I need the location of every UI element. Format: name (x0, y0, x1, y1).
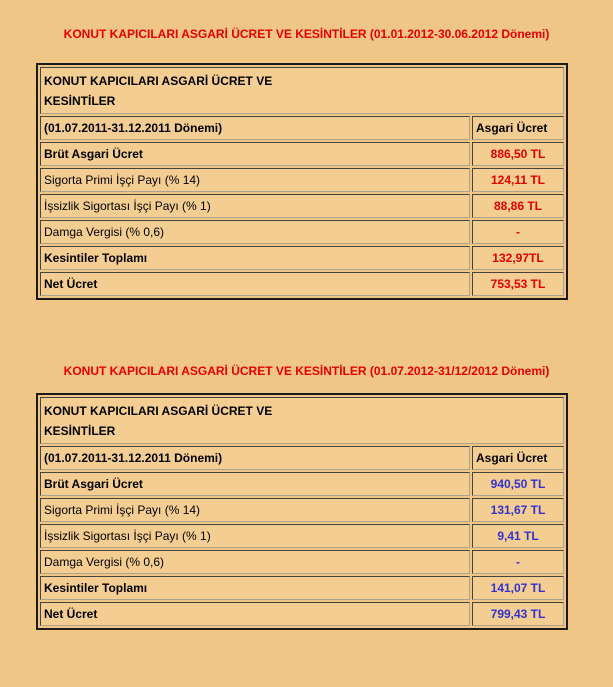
period-row (40, 446, 564, 470)
row-label-unemployment-insurance: İşsizlik Sigortası İşçi Payı (% 1) (40, 194, 470, 218)
table-row (40, 142, 564, 166)
table-header-row (40, 67, 564, 114)
row-value-total-deductions: 141,07 TL (472, 576, 564, 600)
row-value-unemployment-insurance: 9,41 TL (472, 524, 564, 548)
table-row (40, 168, 564, 192)
period-label: (01.07.2011-31.12.2011 Dönemi) (40, 116, 470, 140)
table-row (40, 272, 564, 296)
table-row (40, 576, 564, 600)
row-label-total-deductions: Kesintiler Toplamı (40, 246, 470, 270)
wage-table-1 (36, 63, 568, 300)
table1-main-header (40, 67, 564, 114)
row-value-stamp-tax: - (472, 220, 564, 244)
table2-main-header (40, 397, 564, 444)
row-value-total-deductions: 132,97TL (472, 246, 564, 270)
table-header-line2: KESİNTİLER (44, 424, 116, 438)
row-value-net-wage: 753,53 TL (472, 272, 564, 296)
table-row (40, 602, 564, 626)
table-row (40, 498, 564, 522)
row-value-insurance-premium: 124,11 TL (472, 168, 564, 192)
wage-table-2 (36, 393, 568, 630)
table-row (40, 550, 564, 574)
period-row (40, 116, 564, 140)
table-row (40, 220, 564, 244)
table-row (40, 246, 564, 270)
row-label-gross-wage: Brüt Asgari Ücret (40, 142, 470, 166)
table-header-line1: KONUT KAPICILARI ASGARİ ÜCRET VE (44, 404, 273, 418)
row-value-gross-wage: 940,50 TL (472, 472, 564, 496)
period-label: (01.07.2011-31.12.2011 Dönemi) (40, 446, 470, 470)
row-label-gross-wage: Brüt Asgari Ücret (40, 472, 470, 496)
row-label-insurance-premium: Sigorta Primi İşçi Payı (% 14) (40, 498, 470, 522)
table-header-line2: KESİNTİLER (44, 94, 116, 108)
table-row (40, 194, 564, 218)
row-value-gross-wage: 886,50 TL (472, 142, 564, 166)
table-row (40, 472, 564, 496)
row-label-stamp-tax: Damga Vergisi (% 0,6) (40, 220, 470, 244)
table-header-line1: KONUT KAPICILARI ASGARİ ÜCRET VE (44, 74, 273, 88)
row-label-net-wage: Net Ücret (40, 602, 470, 626)
section2-title: KONUT KAPICILARI ASGARİ ÜCRET VE KESİNTİLER (01.07.2012-31/12/2012 Dönemi) (63, 364, 550, 378)
row-label-net-wage: Net Ücret (40, 272, 470, 296)
row-label-unemployment-insurance: İşsizlik Sigortası İşçi Payı (% 1) (40, 524, 470, 548)
section1-title: KONUT KAPICILARI ASGARİ ÜCRET VE KESİNTİLER (01.01.2012-30.06.2012 Dönemi) (63, 27, 550, 41)
row-value-stamp-tax: - (472, 550, 564, 574)
table-header-row (40, 397, 564, 444)
page (0, 27, 613, 630)
value-column-header: Asgari Ücret (472, 446, 564, 470)
table-row (40, 524, 564, 548)
row-label-total-deductions: Kesintiler Toplamı (40, 576, 470, 600)
row-label-insurance-premium: Sigorta Primi İşçi Payı (% 14) (40, 168, 470, 192)
value-column-header: Asgari Ücret (472, 116, 564, 140)
row-value-unemployment-insurance: 88,86 TL (472, 194, 564, 218)
row-label-stamp-tax: Damga Vergisi (% 0,6) (40, 550, 470, 574)
row-value-insurance-premium: 131,67 TL (472, 498, 564, 522)
row-value-net-wage: 799,43 TL (472, 602, 564, 626)
